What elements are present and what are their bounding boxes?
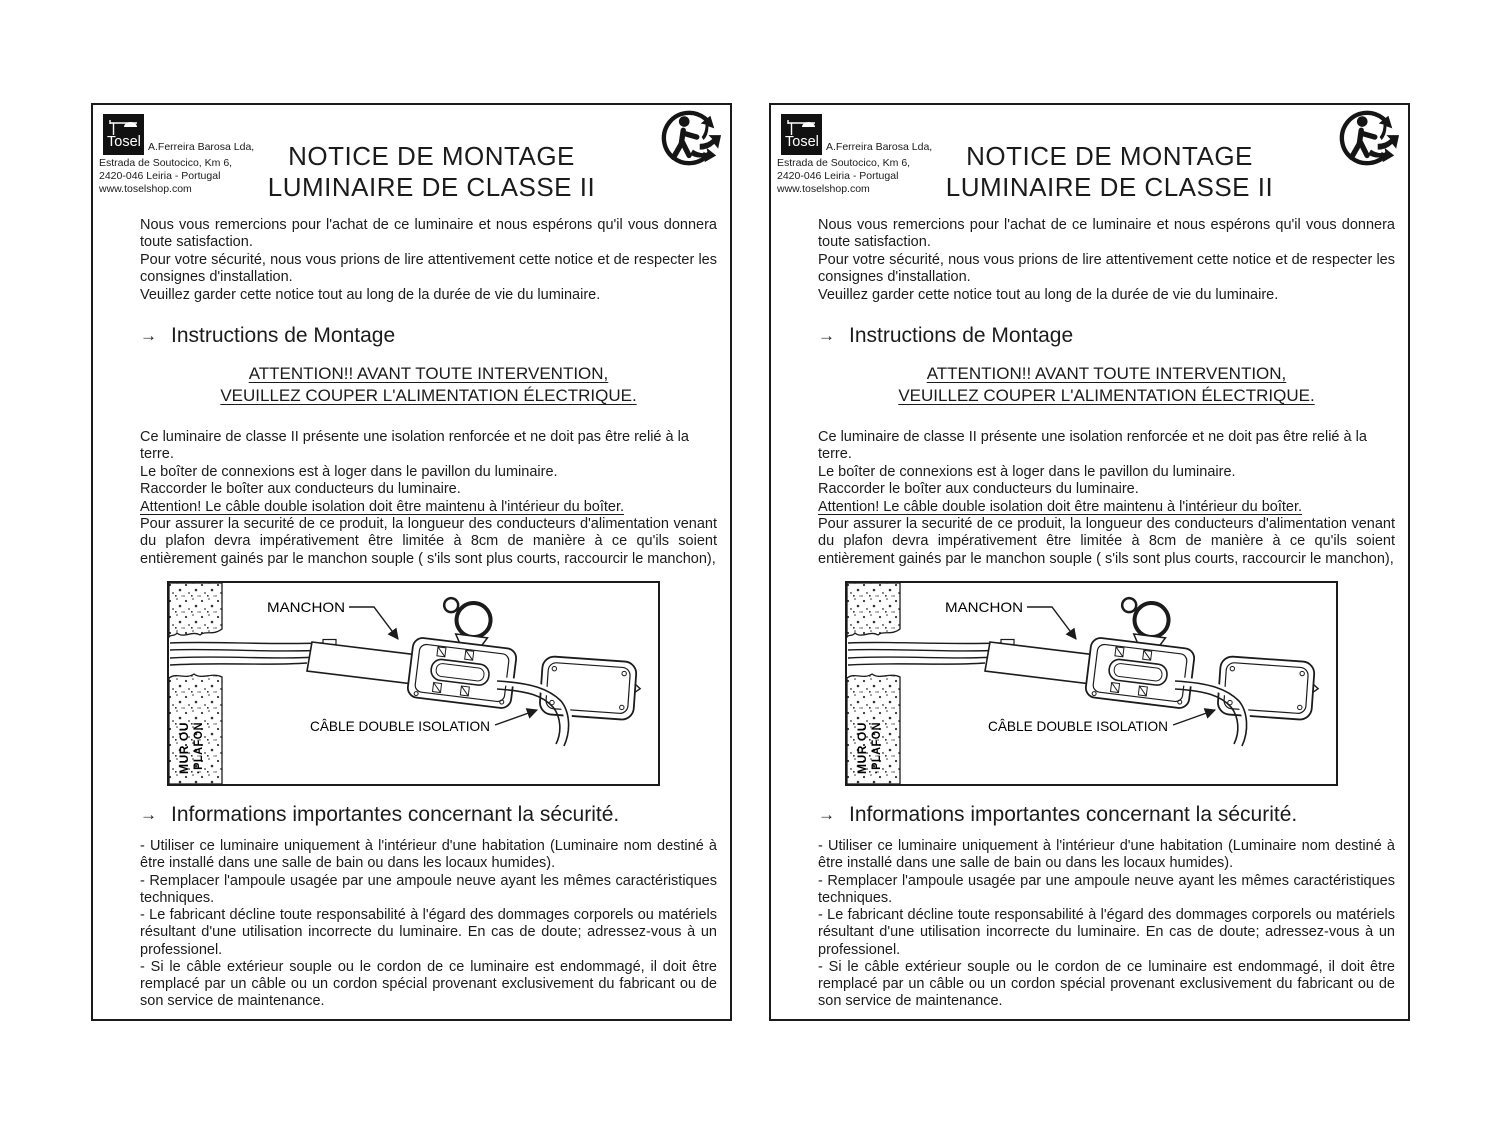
company-website: www.toselshop.com [777,183,870,195]
triman-recycling-icon [1338,107,1400,169]
security-note-4: - Si le câble extérieur souple ou le cordon de ce luminaire est endommagé, il doit être remplacé par un câble ou un cordon spécial provenant exclusivement du fabricant ou de son service de maintenance. [818,958,1395,1010]
wall-label-line-2: ·PLAFON [871,719,883,775]
power-warning-line-1: ATTENTION!! AVANT TOUTE INTERVENTION, [248,364,609,384]
tosel-logo [781,114,822,155]
intro-paragraph-2: Pour votre sécurité, nous vous prions de lire attentivement cette notice et de respecter les consignes d'installation. [140,251,717,286]
page-body [818,217,1395,1010]
wall-label-line-2: ·PLAFON [193,719,205,775]
company-city: 2420-046 Leiria - Portugal [777,170,899,182]
sleeve-paragraph: Pour assurer la securité de ce produit, la longueur des conducteurs d'alimentation venant du plafon devra impérativement être limitée à 8cm de manière à ce qu'ils soient entièrement gainés par le manchon souple ( s'ils sont plus courts, raccourcir le manchon), [140,516,717,567]
logo-brand-text: Tosel [785,134,819,150]
notice-page-2 [769,103,1410,1021]
power-warning-line-2: VEUILLEZ COUPER L'ALIMENTATION ÉLECTRIQUE. [220,386,637,406]
class2-line-2: Le boîter de connexions est à loger dans le pavillon du luminaire. [140,463,558,480]
cover-plate [539,656,642,721]
intro-paragraph-3: Veuillez garder cette notice tout au long de la durée de vie du luminaire. [818,286,1279,303]
securite-heading-label: Informations importantes concernant la sécurité. [171,803,620,827]
tosel-logo [103,114,144,155]
installation-diagram [845,581,1338,786]
sleeve-paragraph: Pour assurer la securité de ce produit, la longueur des conducteurs d'alimentation venant du plafon devra impérativement être limitée à 8cm de manière à ce qu'ils soient entièrement gainés par le manchon souple ( s'ils sont plus courts, raccourcir le manchon), [818,516,1395,567]
class2-paragraph [140,429,717,499]
title-line-2: LUMINAIRE DE CLASSE II [267,172,596,202]
security-note-4: - Si le câble extérieur souple ou le cordon de ce luminaire est endommagé, il doit être remplacé par un câble ou un cordon spécial provenant exclusivement du fabricant ou de son service de maintenance. [140,958,717,1010]
triman-recycling-icon [660,107,722,169]
logo-brand-text: Tosel [107,134,141,150]
security-note-1: - Utiliser ce luminaire uniquement à l'intérieur d'une habitation (Luminaire nom destiné à être installé dans une salle de bain ou dans les locaux humides). [140,838,717,872]
arrow-bullet-icon: → [140,805,157,825]
manchon-label: MANCHON [267,599,345,616]
company-city: 2420-046 Leiria - Portugal [99,170,221,182]
power-warning-line-2: VEUILLEZ COUPER L'ALIMENTATION ÉLECTRIQUE. [898,386,1315,406]
security-note-3: - Le fabricant décline toute responsabilité à l'égard des dommages corporels ou matériels résultant d'une utilisation incorrecte du luminaire. En cas de doute; adressez-vous à un professionel. [818,907,1395,958]
notice-page [91,103,732,1021]
class2-line-1: Ce luminaire de classe II présente une isolation renforcée et ne doit pas être relié à la terre. [140,429,689,463]
connection-box [1085,594,1201,709]
company-name: A.Ferreira Barosa Lda, [826,141,933,153]
company-website: www.toselshop.com [99,183,192,195]
security-note-1: - Utiliser ce luminaire uniquement à l'intérieur d'une habitation (Luminaire nom destiné à être installé dans une salle de bain ou dans les locaux humides). [818,838,1395,872]
company-street: Estrada de Soutocico, Km 6, [99,157,233,169]
montage-heading-label: Instructions de Montage [849,324,1074,348]
intro-paragraph-2: Pour votre sécurité, nous vous prions de lire attentivement cette notice et de respecter les consignes d'installation. [818,251,1395,286]
security-note-3: - Le fabricant décline toute responsabilité à l'égard des dommages corporels ou matériels résultant d'une utilisation incorrecte du luminaire. En cas de doute; adressez-vous à un professionel. [140,907,717,958]
security-notes [818,838,1395,1010]
cable-warning-line: Attention! Le câble double isolation doit être maintenu à l'intérieur du boîter. [818,498,1303,515]
title-line-1: NOTICE DE MONTAGE [966,141,1253,171]
securite-heading-label: Informations importantes concernant la sécurité. [849,803,1298,827]
company-street: Estrada de Soutocico, Km 6, [777,157,911,169]
desk-lamp-icon [103,114,144,155]
section-heading-securite [818,801,1395,830]
wall-label-line-1: MUR OU [857,724,869,775]
page-body [140,217,717,1010]
supply-wires [170,643,324,666]
arrow-bullet-icon: → [140,326,157,346]
security-note-2: - Remplacer l'ampoule usagée par une ampoule neuve ayant les mêmes caractéristiques techniques. [818,872,1395,906]
title-line-1: NOTICE DE MONTAGE [288,141,575,171]
cable-label: CÂBLE DOUBLE ISOLATION [988,718,1168,735]
desk-lamp-icon [781,114,822,155]
cable-warning-line: Attention! Le câble double isolation doit être maintenu à l'intérieur du boîter. [140,498,625,515]
wall-strip-top [847,583,900,637]
class2-line-3: Raccorder le boîter aux conducteurs du luminaire. [140,481,461,498]
class2-paragraph [818,429,1395,499]
section-heading-montage [818,322,1395,351]
installation-diagram [167,581,660,786]
intro-paragraph-3: Veuillez garder cette notice tout au long de la durée de vie du luminaire. [140,286,601,303]
cover-plate [1217,656,1320,721]
class2-line-2: Le boîter de connexions est à loger dans le pavillon du luminaire. [818,463,1236,480]
security-notes [140,838,717,1010]
class2-line-3: Raccorder le boîter aux conducteurs du luminaire. [818,481,1139,498]
intro-paragraph-1: Nous vous remercions pour l'achat de ce luminaire et nous espérons qu'il vous donnera toute satisfaction. [140,217,717,251]
security-note-2: - Remplacer l'ampoule usagée par une ampoule neuve ayant les mêmes caractéristiques techniques. [140,872,717,906]
wall-strip-top [169,583,222,637]
arrow-bullet-icon: → [818,805,835,825]
section-heading-securite [140,801,717,830]
company-name: A.Ferreira Barosa Lda, [148,141,255,153]
class2-line-1: Ce luminaire de classe II présente une isolation renforcée et ne doit pas être relié à la terre. [818,429,1367,463]
power-warning [818,363,1395,407]
connection-box [407,594,523,709]
power-warning [140,363,717,407]
intro-paragraph-1: Nous vous remercions pour l'achat de ce luminaire et nous espérons qu'il vous donnera toute satisfaction. [818,217,1395,251]
power-warning-line-1: ATTENTION!! AVANT TOUTE INTERVENTION, [926,364,1287,384]
document-title [866,141,1353,203]
cable-label: CÂBLE DOUBLE ISOLATION [310,718,490,735]
title-line-2: LUMINAIRE DE CLASSE II [945,172,1274,202]
supply-wires [848,643,1002,666]
arrow-bullet-icon: → [818,326,835,346]
section-heading-montage [140,322,717,351]
montage-heading-label: Instructions de Montage [171,324,396,348]
wall-label-line-1: MUR OU [179,724,191,775]
manchon-label: MANCHON [945,599,1023,616]
document-title [188,141,675,203]
